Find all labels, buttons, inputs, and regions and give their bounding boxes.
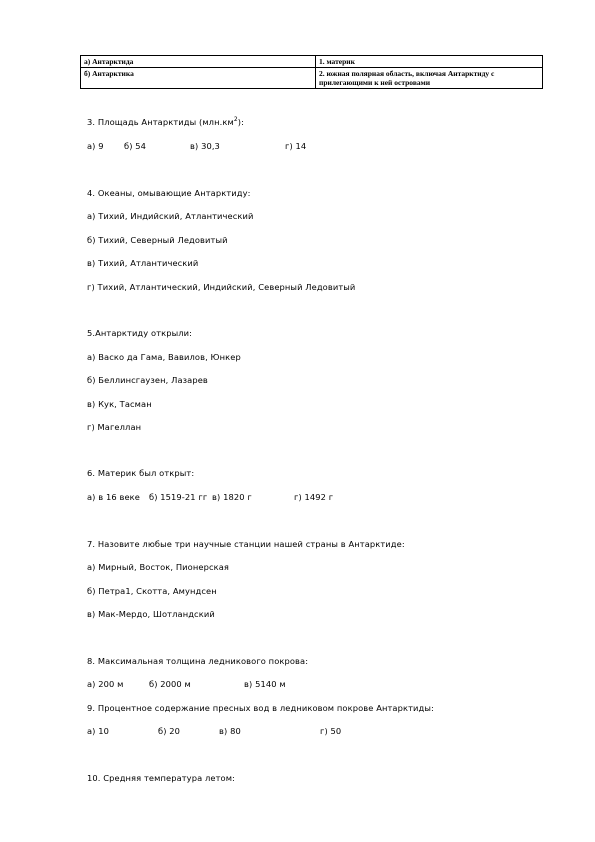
- answer-option: в) 5140 м: [244, 679, 286, 689]
- answer-option: б) Беллинсгаузен, Лазарев: [87, 375, 208, 385]
- answer-option: а) 9: [87, 141, 104, 151]
- answer-option: а) 10: [87, 726, 110, 736]
- answer-option: в) Мак-Мердо, Шотландский: [87, 609, 215, 619]
- answer-option: в) 1820 г: [212, 492, 252, 502]
- question-8-options: [87, 679, 286, 689]
- answer-option: в) Тихий, Атлантический: [87, 258, 199, 268]
- question-text-end: ):: [237, 117, 244, 127]
- question-8: 8. Максимальная толщина ледникового покрова:: [87, 656, 309, 666]
- question-10: 10. Средняя температура летом:: [87, 773, 235, 783]
- answer-option: б) Петра1, Скотта, Амундсен: [87, 586, 217, 596]
- table-cell: а) Антарктида: [81, 56, 316, 68]
- question-3: [87, 117, 244, 127]
- answer-option: а) 200 м: [87, 679, 124, 689]
- table-cell: б) Антарктика: [81, 68, 316, 89]
- answer-option: а) Тихий, Индийский, Атлантический: [87, 211, 254, 221]
- answer-option: г) 1492 г: [294, 492, 334, 502]
- table-cell: 2. южная полярная область, включая Антарктиду с прилегающими к ней островами: [316, 68, 543, 89]
- question-9-options: [87, 726, 341, 736]
- answer-option: г) 14: [285, 141, 307, 151]
- answer-option: б) 20: [158, 726, 181, 736]
- question-7: 7. Назовите любые три научные станции нашей страны в Антарктиде:: [87, 539, 405, 549]
- answer-option: а) Васко да Гама, Вавилов, Юнкер: [87, 352, 241, 362]
- question-3-options: [87, 141, 306, 151]
- answer-option: а) Мирный, Восток, Пионерская: [87, 562, 229, 572]
- table-row: [81, 68, 543, 89]
- question-5: 5.Антарктиду открыли:: [87, 328, 193, 338]
- question-6-options: [87, 492, 333, 502]
- answer-option: в) 80: [219, 726, 241, 736]
- answer-option: в) Кук, Тасман: [87, 399, 152, 409]
- table-cell: 1. материк: [316, 56, 543, 68]
- answer-option: в) 30,3: [190, 141, 220, 151]
- answer-option: а) в 16 веке: [87, 492, 140, 502]
- answer-option: б) 1519-21 гг: [149, 492, 208, 502]
- question-9: 9. Процентное содержание пресных вод в ледниковом покрове Антарктиды:: [87, 703, 434, 713]
- answer-option: г) 50: [320, 726, 342, 736]
- question-text: 3. Площадь Антарктиды (млн.км: [87, 117, 234, 127]
- question-4: 4. Океаны, омывающие Антарктиду:: [87, 188, 251, 198]
- match-table: [80, 55, 543, 89]
- table-row: [81, 56, 543, 68]
- question-6: 6. Материк был открыт:: [87, 468, 195, 478]
- answer-option: б) 2000 м: [149, 679, 191, 689]
- superscript: 2: [233, 116, 238, 124]
- answer-option: б) 54: [124, 141, 147, 151]
- answer-option: г) Тихий, Атлантический, Индийский, Северный Ледовитый: [87, 282, 356, 292]
- answer-option: б) Тихий, Северный Ледовитый: [87, 235, 228, 245]
- answer-option: г) Магеллан: [87, 422, 142, 432]
